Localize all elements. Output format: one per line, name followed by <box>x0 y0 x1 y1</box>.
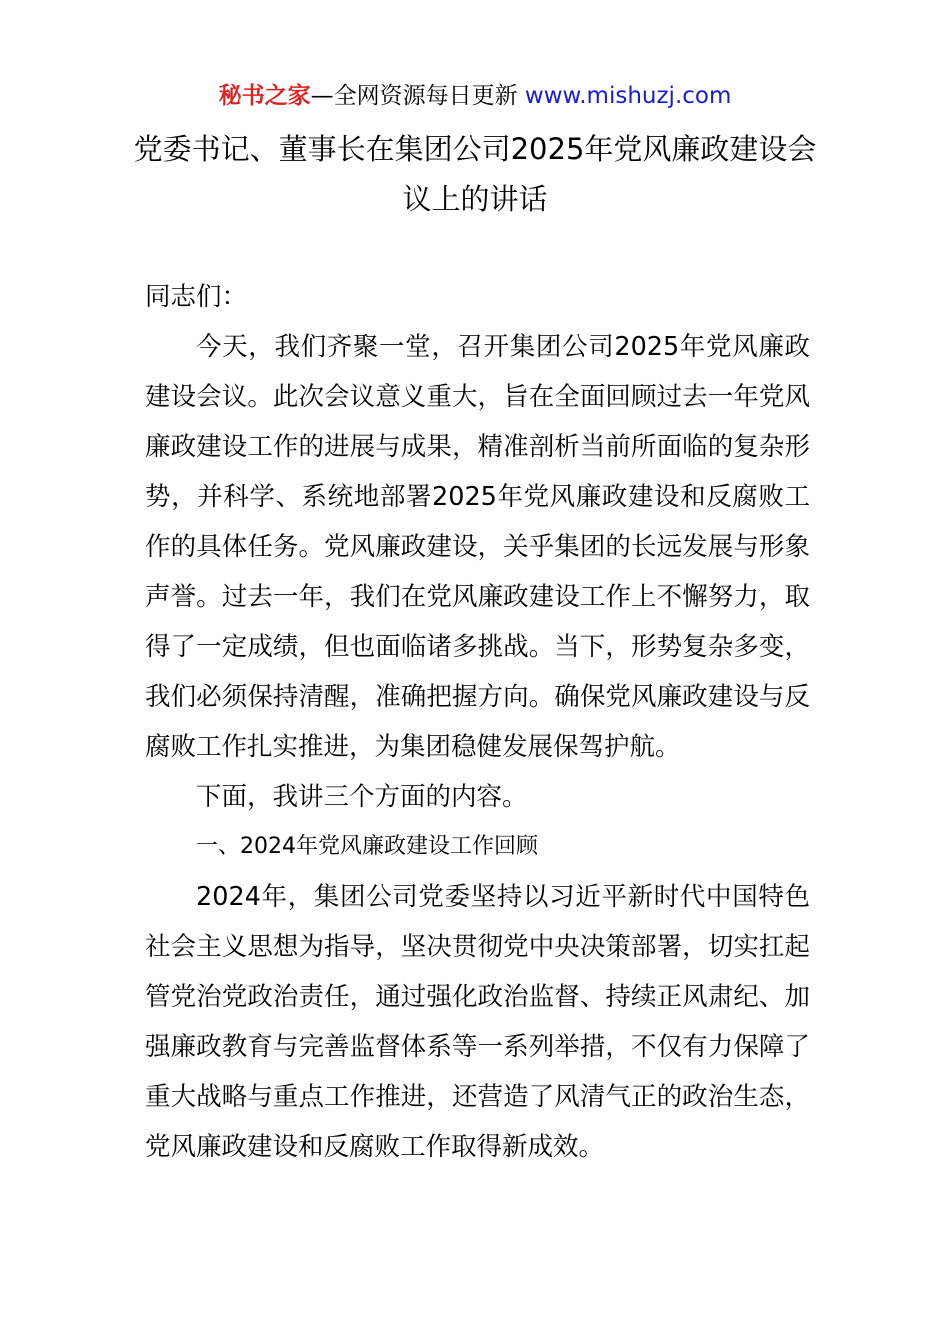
body-paragraph: 今天，我们齐聚一堂，召开集团公司2025年党风廉政建设会议。此次会议意义重大，旨在全面回顾过去一年党风廉政建设工作的进展与成果，精准剖析当前所面临的复杂形势，并科学、系统地部署2025年党风廉政建设和反腐败工作的具体任务。党风廉政建设，关乎集团的长远发展与形象声誉。过去一年，我们在党风廉政建设工作上不懈努力，取得了一定成绩，但也面临诸多挑战。当下，形势复杂多变，我们必须保持清醒，准确把握方向。确保党风廉政建设与反腐败工作扎实推进，为集团稳健发展保驾护航。 <box>145 332 810 762</box>
document-body <box>145 272 810 1172</box>
document-title: 党委书记、董事长在集团公司2025年党风廉政建设会议上的讲话 <box>133 132 817 216</box>
brand-name: 秘书之家 <box>218 83 311 109</box>
header-tagline: —全网资源每日更新 <box>310 83 525 109</box>
site-header <box>0 78 950 114</box>
section-heading: 一、2024年党风廉政建设工作回顾 <box>196 834 538 859</box>
salutation: 同志们： <box>145 282 248 312</box>
body-paragraph: 2024年，集团公司党委坚持以习近平新时代中国特色社会主义思想为指导，坚决贯彻党中央决策部署，切实扛起管党治党政治责任，通过强化政治监督、持续正风肃纪、加强廉政教育与完善监督体系等一系列举措，不仅有力保障了重大战略与重点工作推进，还营造了风清气正的政治生态，党风廉政建设和反腐败工作取得新成效。 <box>145 882 810 1162</box>
body-paragraph: 下面，我讲三个方面的内容。 <box>196 782 528 812</box>
website-link[interactable]: www.mishuzj.com <box>524 83 732 109</box>
